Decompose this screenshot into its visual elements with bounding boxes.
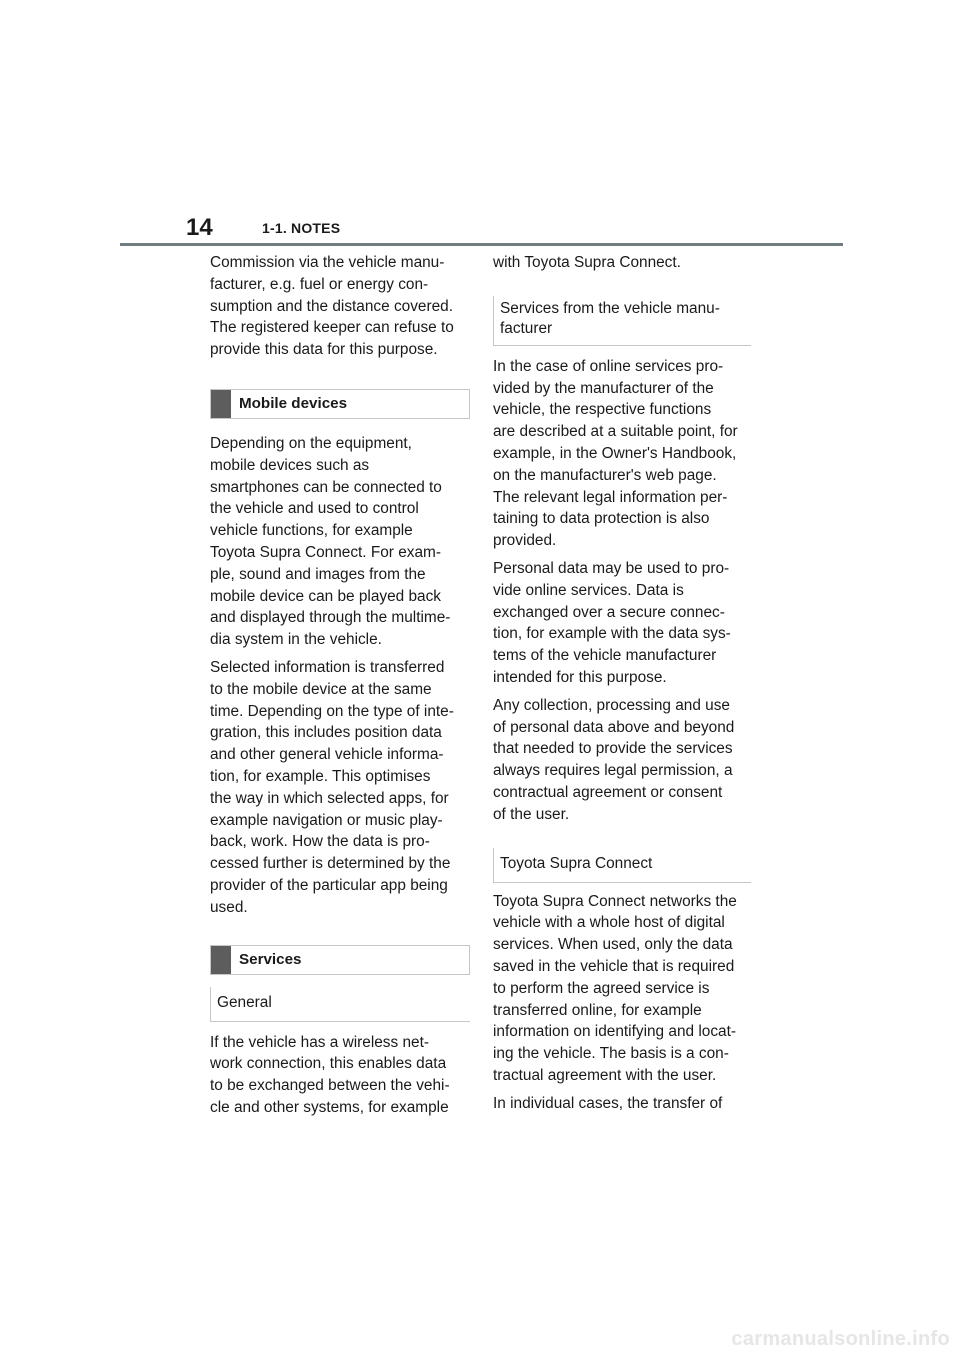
text-line: of the user. xyxy=(493,805,570,823)
text-line: cle and other systems, for example xyxy=(210,1098,449,1116)
text-line: The registered keeper can refuse to xyxy=(210,319,454,337)
text-line: to be exchanged between the vehi- xyxy=(210,1077,450,1095)
text-line: vehicle, the respective functions xyxy=(493,401,712,419)
text-line: Toyota Supra Connect networks the xyxy=(493,892,737,910)
text-line: tems of the vehicle manufacturer xyxy=(493,647,717,665)
text-line: sumption and the distance covered. xyxy=(210,297,453,315)
text-line: information on identifying and locat- xyxy=(493,1023,736,1041)
mobile-devices-heading-label: Mobile devices xyxy=(239,394,348,412)
text-line: to the mobile device at the same xyxy=(210,680,432,698)
text-line: provider of the particular app being xyxy=(210,876,448,894)
text-line: Any collection, processing and use xyxy=(493,696,730,714)
manufacturer-paragraph-2 xyxy=(493,558,753,689)
general-paragraph-1 xyxy=(210,1032,470,1119)
text-line: If the vehicle has a wireless net- xyxy=(210,1033,429,1051)
text-line: Personal data may be used to pro- xyxy=(493,559,730,577)
text-line: contractual agreement or consent xyxy=(493,783,723,801)
text-line: tion, for example with the data sys- xyxy=(493,625,731,643)
text-line: the vehicle and used to control xyxy=(210,500,419,518)
supra-connect-heading: Toyota Supra Connect xyxy=(493,848,751,883)
text-line: facturer, e.g. fuel or energy con- xyxy=(210,275,429,293)
text-line: vehicle functions, for example xyxy=(210,522,413,540)
page-number: 14 xyxy=(186,214,213,241)
text-line: that needed to provide the services xyxy=(493,740,733,758)
mobile-devices-heading xyxy=(210,389,470,419)
text-line: provided. xyxy=(493,532,557,550)
header-rule xyxy=(120,243,843,246)
text-line: on the manufacturer's web page. xyxy=(493,466,717,484)
text-line: mobile devices such as xyxy=(210,456,370,474)
text-line: dia system in the vehicle. xyxy=(210,631,382,649)
text-line: Services from the vehicle manu- xyxy=(500,299,720,317)
services-heading-label: Services xyxy=(239,950,302,968)
text-line: example, in the Owner's Handbook, xyxy=(493,444,737,462)
text-line: cessed further is determined by the xyxy=(210,855,451,873)
mobile-paragraph-2 xyxy=(210,657,470,919)
text-line: the way in which selected apps, for xyxy=(210,789,449,807)
text-line: The relevant legal information per- xyxy=(493,488,728,506)
text-line: to perform the agreed service is xyxy=(493,979,710,997)
text-line: exchanged over a secure connec- xyxy=(493,603,725,621)
intro-paragraph xyxy=(210,252,470,361)
text-line: Depending on the equipment, xyxy=(210,434,412,452)
supra-paragraph-2 xyxy=(493,1093,753,1115)
text-line: ing the vehicle. The basis is a con- xyxy=(493,1045,729,1063)
manufacturer-paragraph-3 xyxy=(493,695,753,826)
manufacturer-services-heading xyxy=(493,296,751,346)
text-line: tion, for example. This optimises xyxy=(210,767,431,785)
mobile-paragraph-1 xyxy=(210,433,470,651)
text-line: smartphones can be connected to xyxy=(210,478,442,496)
text-line: of personal data above and beyond xyxy=(493,718,735,736)
supra-paragraph-1 xyxy=(493,891,753,1087)
text-line: taining to data protection is also xyxy=(493,510,710,528)
left-column xyxy=(210,252,470,1125)
text-line: work connection, this enables data xyxy=(210,1055,447,1073)
text-line: Commission via the vehicle manu- xyxy=(210,254,445,271)
text-line: services. When used, only the data xyxy=(493,936,733,954)
text-line: vide online services. Data is xyxy=(493,581,684,599)
text-line: provide this data for this purpose. xyxy=(210,341,438,359)
text-line: Toyota Supra Connect. For exam- xyxy=(210,543,441,561)
general-heading: General xyxy=(210,987,470,1022)
heading-marker xyxy=(211,390,231,418)
text-line: tractual agreement with the user. xyxy=(493,1066,717,1084)
watermark: carmanualsonline.info xyxy=(731,1328,950,1350)
text-line: used. xyxy=(210,898,248,916)
text-line: gration, this includes position data xyxy=(210,724,442,742)
services-heading xyxy=(210,945,470,975)
text-line: saved in the vehicle that is required xyxy=(493,957,735,975)
text-line: always requires legal permission, a xyxy=(493,762,733,780)
right-column xyxy=(493,252,753,1121)
text-line: mobile device can be played back xyxy=(210,587,442,605)
text-line: and displayed through the multime- xyxy=(210,609,451,627)
text-line: time. Depending on the type of inte- xyxy=(210,702,454,720)
text-line: back, work. How the data is pro- xyxy=(210,833,430,851)
heading-marker xyxy=(211,946,231,974)
manufacturer-paragraph-1 xyxy=(493,356,753,552)
text-line: In the case of online services pro- xyxy=(493,357,724,375)
text-line: intended for this purpose. xyxy=(493,668,667,686)
text-line: transferred online, for example xyxy=(493,1001,702,1019)
text-line: In individual cases, the transfer of xyxy=(493,1094,723,1112)
text-line: vided by the manufacturer of the xyxy=(493,379,714,397)
text-line: example navigation or music play- xyxy=(210,811,443,829)
text-line: facturer xyxy=(500,319,553,337)
text-line: vehicle with a whole host of digital xyxy=(493,914,725,932)
text-line: and other general vehicle informa- xyxy=(210,746,444,764)
text-line: ple, sound and images from the xyxy=(210,565,426,583)
text-line: Selected information is transferred xyxy=(210,658,445,676)
section-label: 1-1. NOTES xyxy=(262,220,341,236)
text-line: are described at a suitable point, for xyxy=(493,423,738,441)
continued-line: with Toyota Supra Connect. xyxy=(493,254,681,271)
